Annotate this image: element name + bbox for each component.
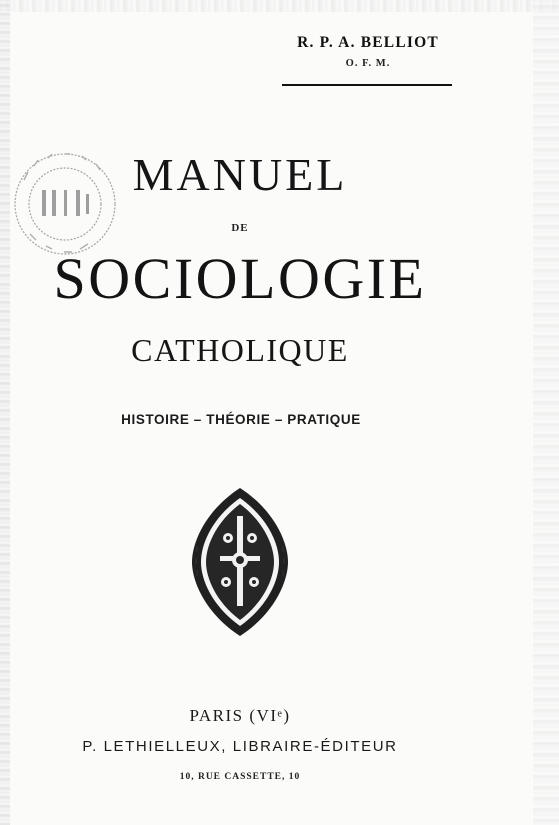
imprint-city: PARIS (VIᵉ) <box>189 706 291 725</box>
author-order: O. F. M. <box>345 58 391 69</box>
title-line-1: MANUEL <box>132 149 348 200</box>
franciscan-seal-icon <box>188 486 292 638</box>
imprint-publisher: P. LETHIELLEUX, LIBRAIRE-ÉDITEUR <box>82 738 398 755</box>
scan-edge-left <box>0 0 10 825</box>
scan-edge-top <box>0 0 559 12</box>
title-line-2: SOCIOLOGIE <box>53 246 427 311</box>
author-name: R. P. A. BELLIOT <box>297 34 439 51</box>
scan-edge-right <box>533 0 559 825</box>
author-rule <box>282 84 452 86</box>
subtitle: HISTOIRE – THÉORIE – PRATIQUE <box>121 412 361 427</box>
title-line-3: CATHOLIQUE <box>131 332 349 368</box>
title-de: DE <box>231 222 249 234</box>
imprint-address: 10, RUE CASSETTE, 10 <box>179 772 301 782</box>
library-stamp-icon <box>6 150 124 258</box>
